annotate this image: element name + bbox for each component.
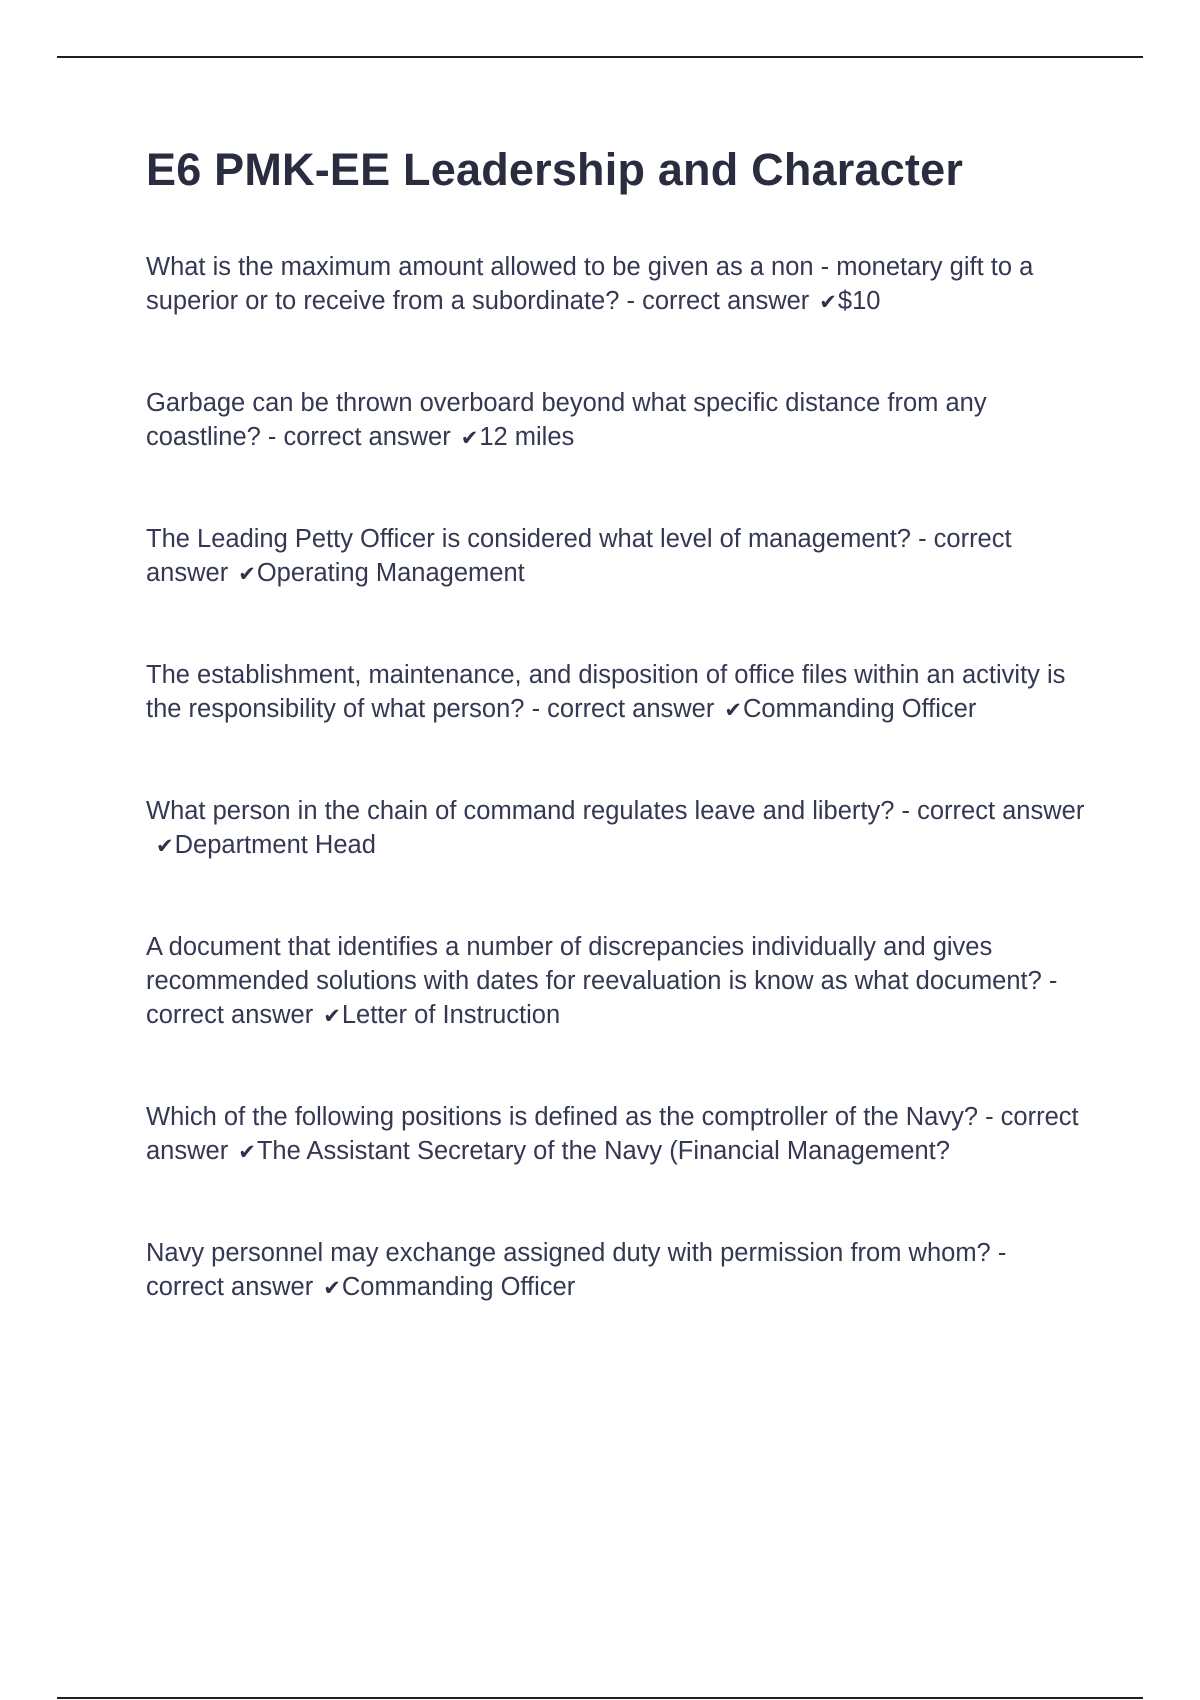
footer-rule bbox=[57, 1697, 1143, 1699]
qa-item bbox=[146, 1236, 1086, 1305]
check-icon: ✔ bbox=[156, 834, 174, 858]
check-icon: ✔ bbox=[819, 290, 837, 314]
qa-item bbox=[146, 658, 1086, 727]
answer-text: $10 bbox=[837, 287, 881, 315]
question-text: The establishment, maintenance, and disposition of office files within an activity is the responsibility of what person? bbox=[146, 661, 1066, 723]
question-text: What is the maximum amount allowed to be given as a non - monetary gift to a superior or to receive from a subordinate? bbox=[146, 253, 1034, 315]
answer-label: - correct answer bbox=[901, 797, 1085, 825]
question-text: Garbage can be thrown overboard beyond what specific distance from any coastline? bbox=[146, 389, 987, 451]
answer-label: - correct answer bbox=[146, 1239, 1007, 1301]
qa-item bbox=[146, 522, 1086, 591]
header-rule bbox=[57, 56, 1143, 58]
answer-label: - correct answer bbox=[146, 525, 1012, 587]
qa-item bbox=[146, 250, 1086, 319]
question-text: The Leading Petty Officer is considered what level of management? bbox=[146, 525, 911, 553]
check-icon: ✔ bbox=[323, 1276, 341, 1300]
answer-label: - correct answer bbox=[146, 1103, 1079, 1165]
answer-text: Commanding Officer bbox=[341, 1273, 576, 1301]
answer-text: Department Head bbox=[174, 831, 376, 859]
answer-label: - correct answer bbox=[146, 967, 1058, 1029]
answer-text: Operating Management bbox=[256, 559, 525, 587]
check-icon: ✔ bbox=[238, 1140, 256, 1164]
answer-text: The Assistant Secretary of the Navy (Financial Management? bbox=[256, 1137, 950, 1165]
check-icon: ✔ bbox=[724, 698, 742, 722]
question-text: A document that identifies a number of discrepancies individually and gives recommended solutions with dates for reevaluation is know as what document? bbox=[146, 933, 1042, 995]
question-text: Navy personnel may exchange assigned duty with permission from whom? bbox=[146, 1239, 991, 1267]
qa-item bbox=[146, 386, 1086, 455]
question-text: What person in the chain of command regulates leave and liberty? bbox=[146, 797, 895, 825]
answer-text: Commanding Officer bbox=[742, 695, 977, 723]
qa-item bbox=[146, 794, 1086, 863]
page-title: E6 PMK-EE Leadership and Character bbox=[146, 144, 964, 195]
qa-item bbox=[146, 1100, 1086, 1169]
answer-text: 12 miles bbox=[479, 423, 575, 451]
answer-label: - correct answer bbox=[267, 423, 451, 451]
answer-label: - correct answer bbox=[626, 287, 810, 315]
check-icon: ✔ bbox=[460, 426, 479, 450]
qa-item bbox=[146, 930, 1086, 1033]
qa-list bbox=[146, 250, 1086, 1305]
check-icon: ✔ bbox=[238, 562, 256, 586]
question-text: Which of the following positions is defined as the comptroller of the Navy? bbox=[146, 1103, 979, 1131]
answer-label: - correct answer bbox=[531, 695, 715, 723]
answer-text: Letter of Instruction bbox=[341, 1001, 561, 1029]
check-icon: ✔ bbox=[323, 1004, 341, 1028]
